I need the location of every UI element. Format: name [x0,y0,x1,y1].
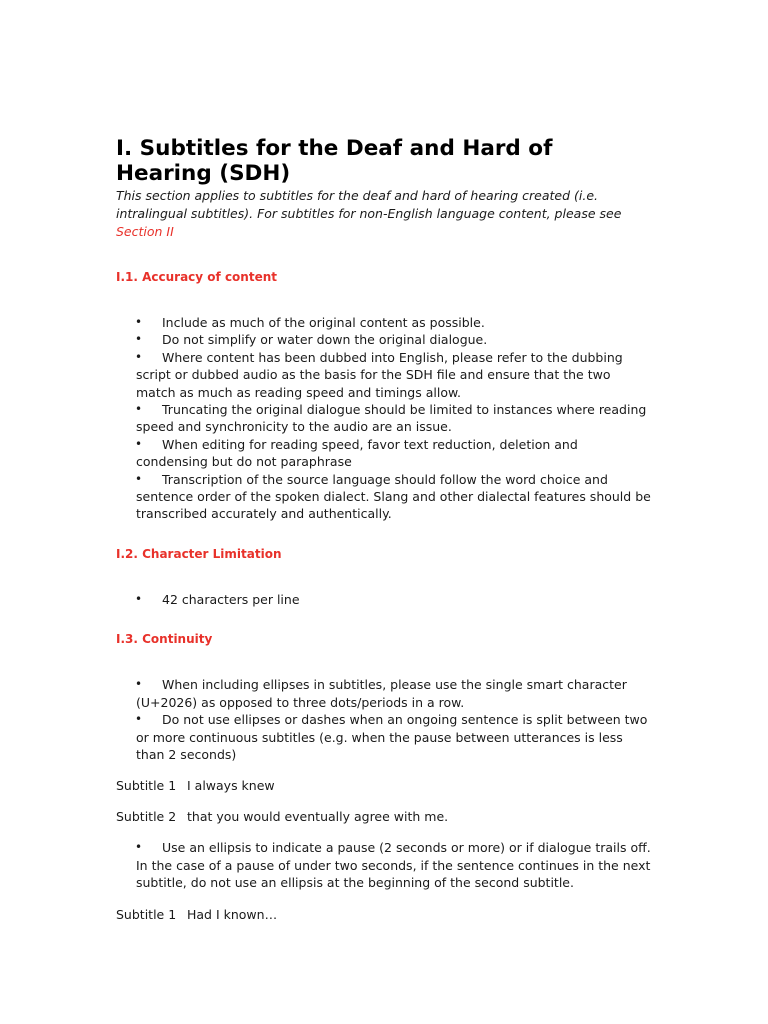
list-item: • When editing for reading speed, favor text reduction, deletion and condensing but do not paraphrase [136,436,651,471]
section-heading-character-limitation: I.2. Character Limitation [116,546,282,561]
subtitle-text: Had I known… [187,906,278,922]
character-limitation-bullet-list [116,591,651,608]
list-item: • 42 characters per line [136,591,651,608]
subtitle-label: Subtitle 2 [116,809,177,825]
list-item: • Truncating the original dialogue should be limited to instances where reading speed and synchronicity to the audio are an issue. [136,401,651,436]
list-item: • Transcription of the source language should follow the word choice and sentence order of the spoken dialect. Slang and other dialectal features should be transcribed accurately and authentically. [136,471,651,523]
subtitle-example [116,906,651,923]
section-ii-link[interactable]: Section II [116,224,174,239]
list-item: • Include as much of the original content as possible. [136,314,651,331]
subtitle-label: Subtitle 1 [116,778,177,794]
subtitle-text: that you would eventually agree with me. [187,809,449,825]
ellipsis-bullet-list [116,839,651,891]
list-item: • Use an ellipsis to indicate a pause (2 seconds or more) or if dialogue trails off. In the case of a pause of under two seconds, if the sentence continues in the next subtitle, do not use an ellipsis at the beginning of the second subtitle. [136,839,651,891]
subtitle-example [116,777,651,794]
subtitle-label: Subtitle 1 [116,906,177,922]
section-heading-continuity: I.3. Continuity [116,632,213,647]
subtitle-example [116,808,651,825]
document-page [116,136,651,923]
list-item: • Do not simplify or water down the original dialogue. [136,331,651,348]
list-item: • Where content has been dubbed into English, please refer to the dubbing script or dubbed audio as the basis for the SDH file and ensure that the two match as much as reading speed and timings allow. [136,349,651,401]
accuracy-bullet-list [116,314,651,523]
intro-paragraph [116,187,651,241]
list-item: • When including ellipses in subtitles, please use the single smart character (U+2026) as opposed to three dots/periods in a row. [136,676,651,711]
subtitle-text: I always knew [187,778,275,794]
list-item: • Do not use ellipses or dashes when an ongoing sentence is split between two or more continuous subtitles (e.g. when the pause between utterances is less than 2 seconds) [136,711,651,763]
section-heading-accuracy: I.1. Accuracy of content [116,270,277,284]
intro-text: This section applies to subtitles for the deaf and hard of hearing created (i.e. intralingual subtitles). For subtitles for non-English language content, please see [116,188,622,221]
continuity-bullet-list [116,676,651,763]
document-title: I. Subtitles for the Deaf and Hard of Hearing (SDH) [116,136,553,186]
